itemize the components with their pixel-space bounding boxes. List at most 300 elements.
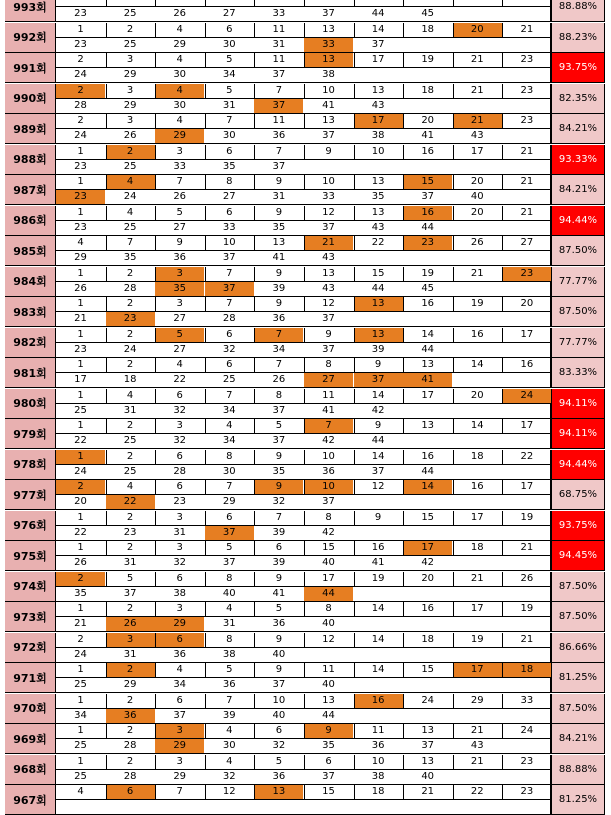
top-number-cell: 1 [77,359,84,370]
bottom-number-cell [502,770,551,784]
column-divider [304,785,305,799]
column-divider [453,53,454,67]
top-number-cell: 22 [371,237,385,248]
top-number-cell: 7 [226,481,233,492]
column-divider [354,694,355,708]
column-divider [205,572,206,586]
bottom-number-cell: 29 [74,252,87,263]
number-grid [55,358,551,388]
bottom-number-cell: 28 [123,740,137,751]
column-divider [453,755,454,769]
column-divider [453,145,454,159]
top-number-cell: 17 [403,541,452,555]
top-number-cell: 14 [470,359,484,370]
bottom-number-cell: 38 [371,770,385,782]
hit-rate-cell: 83.33% [551,358,605,388]
top-number-cell: 2 [126,420,134,431]
top-number-cell: 21 [520,176,534,187]
top-number-cell: 3 [176,542,183,553]
top-number-cell: 2 [126,542,134,553]
column-divider [403,541,404,555]
bottom-number-cell [403,99,452,113]
top-number-cell: 2 [126,603,134,614]
column-divider [304,145,305,159]
hit-rate-cell: 82.35% [551,84,605,114]
column-divider [453,389,454,403]
top-number-cell: 3 [155,267,204,281]
column-divider [106,389,107,403]
top-number-cell: 16 [421,298,435,309]
bottom-number-cell: 41 [322,404,335,416]
top-number-cell: 2 [126,755,134,767]
bottom-number-cell: 22 [74,526,87,538]
top-number-cell: 4 [176,54,183,65]
column-divider [254,206,255,220]
column-divider [205,755,206,769]
bottom-number-cell: 37 [254,99,303,113]
bottom-number-cell: 32 [272,740,286,751]
top-number-cell: 33 [520,694,534,706]
column-divider [304,358,305,372]
top-number-cell: 9 [325,328,332,340]
top-number-cell: 1 [77,542,84,553]
bottom-number-cell: 39 [272,526,286,538]
column-divider [403,572,404,586]
column-divider [354,755,355,769]
hit-rate-cell: 81.25% [551,785,605,815]
top-number-cell: 4 [226,420,233,431]
bottom-number-cell [502,648,551,662]
column-divider [403,267,404,281]
column-divider [155,633,156,647]
top-number-cell: 23 [520,84,534,96]
top-number-cell: 7 [176,176,183,187]
column-divider [403,328,404,342]
bottom-number-cell [106,800,155,814]
column-divider [106,541,107,555]
column-divider [254,0,255,6]
column-divider [354,114,355,128]
bottom-number-cell: 37 [322,770,335,782]
bottom-number-cell: 21 [74,618,87,629]
table-row [0,236,611,266]
top-number-cell: 1 [77,298,84,309]
hit-rate-cell: 94.44% [551,450,605,480]
column-divider [354,602,355,616]
top-number-cell: 24 [520,725,534,736]
column-divider [254,572,255,586]
bottom-number-cell: 32 [173,404,187,416]
column-divider [254,694,255,708]
number-grid [55,267,551,297]
bottom-number-cell: 34 [222,69,236,80]
column-divider [205,541,206,555]
bottom-number-cell: 26 [106,617,155,631]
column-divider [502,663,503,677]
column-divider [205,663,206,677]
number-grid [55,450,551,480]
top-number-cell: 3 [176,603,183,614]
bottom-number-cell: 23 [106,312,155,326]
top-number-cell: 21 [520,206,534,218]
bottom-number-cell: 31 [272,191,286,202]
column-divider [453,511,454,525]
top-number-cell: 3 [126,54,134,65]
column-divider [205,480,206,494]
top-number-cell: 10 [371,755,385,767]
bottom-number-cell: 32 [173,557,187,568]
round-label: 992회 [5,23,55,53]
top-number-cell: 6 [226,328,233,340]
top-number-cell: 20 [470,176,484,187]
column-divider [106,419,107,433]
column-divider [155,694,156,708]
bottom-number-cell: 42 [322,435,335,446]
top-number-cell: 17 [453,663,502,677]
bottom-number-cell [354,678,403,692]
column-divider [453,236,454,250]
top-number-cell: 19 [421,54,435,65]
hit-rate-cell: 94.45% [551,541,605,571]
bottom-number-cell [354,526,403,540]
top-number-cell: 13 [322,267,335,279]
number-grid [55,389,551,419]
round-label: 968회 [5,755,55,785]
top-number-cell: 8 [226,176,233,187]
top-number-cell: 4 [77,786,84,797]
top-number-cell: 15 [322,542,335,553]
bottom-number-cell: 25 [74,770,87,782]
column-divider [304,694,305,708]
bottom-number-cell: 23 [74,160,87,172]
column-divider [304,236,305,250]
top-number-cell: 9 [374,420,382,431]
row-divider [56,189,550,190]
top-number-cell: 4 [126,389,134,401]
number-grid [55,0,551,22]
bottom-number-cell [56,800,105,814]
bottom-number-cell: 25 [222,374,236,385]
bottom-number-cell [502,495,551,509]
bottom-number-cell [403,495,452,509]
bottom-number-cell [354,68,403,82]
bottom-number-cell: 26 [173,191,187,202]
column-divider [155,389,156,403]
column-divider [106,267,107,281]
top-number-cell: 2 [77,54,84,65]
bottom-number-cell: 37 [205,282,254,296]
bottom-number-cell: 23 [74,38,87,50]
column-divider [254,663,255,677]
top-number-cell: 18 [421,23,435,35]
top-number-cell: 21 [304,236,353,250]
column-divider [502,0,503,6]
bottom-number-cell: 37 [173,709,187,721]
top-number-cell: 1 [77,389,84,401]
top-number-cell: 21 [421,786,435,797]
bottom-number-cell: 30 [222,130,236,141]
top-number-cell: 2 [56,84,105,98]
bottom-number-cell: 36 [173,252,187,263]
column-divider [254,23,255,37]
column-divider [502,328,503,342]
top-number-cell: 9 [275,298,283,309]
bottom-number-cell: 42 [371,404,385,416]
top-number-cell: 1 [77,603,84,614]
top-number-cell: 23 [403,236,452,250]
top-number-cell: 8 [226,572,233,584]
round-label: 984회 [5,267,55,297]
bottom-number-cell: 38 [222,648,236,660]
column-divider [354,724,355,738]
top-number-cell: 19 [470,633,484,645]
column-divider [205,450,206,464]
bottom-number-cell: 36 [371,740,385,751]
top-number-cell: 8 [325,511,332,523]
column-divider [106,236,107,250]
column-divider [453,267,454,281]
top-number-cell: 13 [322,115,335,126]
column-divider [205,236,206,250]
bottom-number-cell [403,38,452,52]
bottom-number-cell [403,526,452,540]
top-number-cell: 13 [322,694,335,706]
column-divider [304,663,305,677]
top-number-cell: 7 [275,145,283,157]
column-divider [502,572,503,586]
top-number-cell: 7 [126,237,134,248]
bottom-number-cell: 23 [123,526,137,538]
column-divider [106,694,107,708]
hit-rate-cell: 86.66% [551,633,605,663]
top-number-cell: 19 [520,511,534,523]
bottom-number-cell: 44 [322,709,335,721]
bottom-number-cell: 37 [322,8,335,19]
bottom-number-cell [502,373,551,387]
column-divider [354,785,355,799]
column-divider [205,23,206,37]
top-number-cell: 7 [304,419,353,433]
bottom-number-cell: 29 [222,496,236,507]
column-divider [106,206,107,220]
top-number-cell: 21 [520,542,534,553]
bottom-number-cell [403,617,452,631]
top-number-cell: 9 [176,237,183,248]
column-divider [304,267,305,281]
top-number-cell: 6 [106,785,155,799]
top-number-cell: 1 [77,206,84,218]
column-divider [304,602,305,616]
hit-rate-cell: 94.11% [551,389,605,419]
column-divider [254,267,255,281]
column-divider [354,145,355,159]
number-grid [55,785,551,815]
top-number-cell: 23 [520,54,534,65]
row-divider [56,67,550,68]
column-divider [304,541,305,555]
top-number-cell: 19 [371,572,385,584]
bottom-number-cell: 31 [123,648,137,660]
column-divider [205,175,206,189]
top-number-cell: 5 [226,54,233,65]
bottom-number-cell [254,800,303,814]
column-divider [106,114,107,128]
bottom-number-cell: 40 [272,648,286,660]
top-number-cell: 3 [176,145,183,157]
top-number-cell: 1 [77,145,84,157]
table-row [0,633,611,663]
bottom-number-cell: 33 [304,38,353,52]
bottom-number-cell [453,373,502,387]
top-number-cell: 6 [275,725,283,736]
column-divider [304,53,305,67]
column-divider [205,602,206,616]
bottom-number-cell: 43 [470,740,484,751]
bottom-number-cell: 31 [173,526,187,538]
table-row [0,84,611,114]
top-number-cell: 14 [421,328,435,340]
bottom-number-cell: 27 [173,343,187,355]
bottom-number-cell [304,160,353,174]
column-divider [354,450,355,464]
column-divider [502,53,503,67]
hit-rate-cell: 94.11% [551,419,605,449]
column-divider [106,358,107,372]
bottom-number-cell [205,800,254,814]
column-divider [453,572,454,586]
bottom-number-cell: 40 [322,557,335,568]
top-number-cell: 12 [322,298,335,309]
bottom-number-cell: 38 [371,130,385,141]
column-divider [502,785,503,799]
top-number-cell: 5 [155,328,204,342]
top-number-cell: 27 [520,237,534,248]
bottom-number-cell [354,587,403,601]
bottom-number-cell [354,709,403,723]
bottom-number-cell [453,770,502,784]
top-number-cell: 15 [421,511,435,523]
column-divider [304,114,305,128]
column-divider [502,358,503,372]
row-divider [56,708,550,709]
column-divider [403,23,404,37]
table-row [0,206,611,236]
bottom-number-cell: 24 [123,191,137,202]
round-label: 988회 [5,145,55,175]
row-divider [56,281,550,282]
column-divider [254,175,255,189]
hit-rate-cell: 94.44% [551,206,605,236]
hit-rate-cell: 84.21% [551,724,605,754]
column-divider [354,572,355,586]
top-number-cell: 17 [421,389,435,401]
top-number-cell: 24 [502,389,551,403]
column-divider [403,236,404,250]
top-number-cell: 9 [275,664,283,675]
bottom-number-cell [403,312,452,326]
column-divider [453,114,454,128]
top-number-cell: 4 [155,84,204,98]
column-divider [155,663,156,677]
top-number-cell: 10 [272,694,286,706]
bottom-number-cell: 35 [123,252,137,263]
bottom-number-cell: 26 [173,8,187,19]
column-divider [453,602,454,616]
top-number-cell: 21 [520,23,534,35]
bottom-number-cell: 43 [371,221,385,233]
top-number-cell: 21 [470,572,484,584]
column-divider [155,572,156,586]
column-divider [354,236,355,250]
bottom-number-cell [502,709,551,723]
table-row [0,450,611,480]
top-number-cell: 11 [272,115,286,126]
top-number-cell: 4 [226,603,233,614]
column-divider [502,633,503,647]
top-number-cell: 11 [322,664,335,675]
bottom-number-cell: 37 [272,679,286,690]
bottom-number-cell: 21 [74,313,87,324]
column-divider [403,0,404,6]
top-number-cell: 10 [322,450,335,462]
top-number-cell: 13 [354,328,403,342]
top-number-cell: 1 [77,420,84,431]
top-number-cell: 13 [254,785,303,799]
number-grid [55,206,551,236]
bottom-number-cell: 26 [123,130,137,141]
bottom-number-cell [354,800,403,814]
bottom-number-cell: 18 [123,374,137,385]
column-divider [155,0,156,6]
top-number-cell: 21 [470,725,484,736]
column-divider [304,84,305,98]
bottom-number-cell: 33 [322,191,335,202]
column-divider [155,450,156,464]
round-label: 990회 [5,84,55,114]
column-divider [403,663,404,677]
top-number-cell: 7 [226,694,233,706]
top-number-cell: 17 [520,420,534,431]
bottom-number-cell [155,800,204,814]
round-label: 977회 [5,480,55,510]
bottom-number-cell: 29 [155,617,204,631]
top-number-cell: 2 [126,328,134,340]
column-divider [155,53,156,67]
bottom-number-cell [403,800,452,814]
top-number-cell: 3 [176,298,183,309]
row-divider [56,464,550,465]
round-label: 974회 [5,572,55,602]
row-divider [56,342,550,343]
top-number-cell: 1 [77,328,84,340]
round-label: 985회 [5,236,55,266]
bottom-number-cell: 34 [74,709,87,721]
bottom-number-cell: 34 [222,435,236,446]
bottom-number-cell: 35 [222,160,236,172]
top-number-cell: 8 [275,389,283,401]
top-number-cell: 23 [502,267,551,281]
top-number-cell: 9 [374,359,382,370]
column-divider [354,175,355,189]
bottom-number-cell: 32 [222,770,236,782]
column-divider [354,297,355,311]
number-grid [55,419,551,449]
bottom-number-cell [453,38,502,52]
bottom-number-cell: 32 [222,343,236,355]
hit-rate-cell: 84.21% [551,175,605,205]
table-row [0,389,611,419]
top-number-cell: 29 [470,694,484,706]
